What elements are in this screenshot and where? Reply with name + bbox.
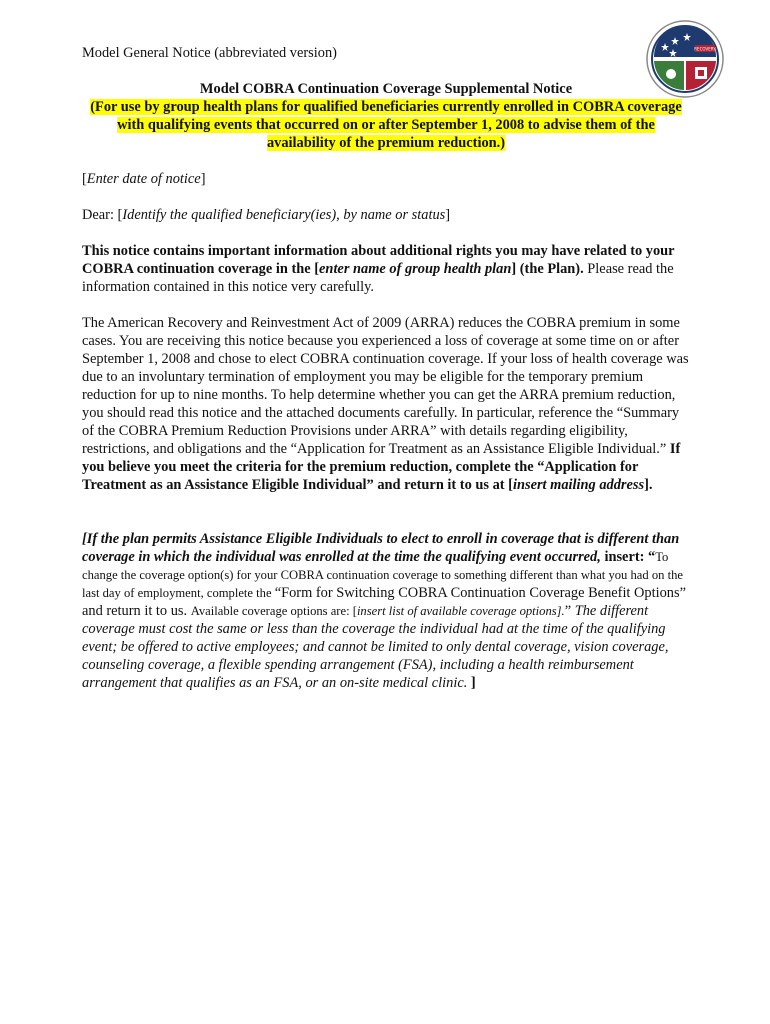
document-header-label: Model General Notice (abbreviated version) <box>82 45 337 61</box>
notice-title: Model COBRA Continuation Coverage Supplemental Notice <box>199 81 573 97</box>
document-page <box>82 44 690 692</box>
important-information-paragraph: This notice contains important information about additional rights you may have related to your COBRA continuation coverage in the [enter name of group health plan] (the Plan). Please read the information contained in this notice very carefully. <box>82 243 675 295</box>
coverage-options-placeholder: insert list of available coverage options]. <box>356 604 565 618</box>
date-placeholder: Enter date of notice <box>86 171 201 187</box>
coverage-switch-paragraph: [If the plan permits Assistance Eligible Individuals to elect to enroll in coverage that is different than coverage in which the individual was enrolled at the time the qualifying event occurred, insert: “To change the coverage option(s) for your COBRA continuation coverage to something different than what you had on the last day of employment, complete the “Form for Switching COBRA Continuation Coverage Benefit Options” and return it to us. Available coverage options are: [insert list of available coverage options].” The different coverage must cost the same or less than the coverage the individual had at the time of the qualifying event; be offered to active employees; and cannot be limited to only dental coverage, vision coverage, counseling coverage, a flexible spending arrangement (FSA), including a health reimbursement arrangement that qualifies as an FSA, or an on-site medical clinic. ] <box>82 531 686 691</box>
salutation: Dear: [Identify the qualified beneficiary(ies), by name or status] <box>82 207 451 223</box>
beneficiary-placeholder: Identify the qualified beneficiary(ies), by name or status <box>122 207 446 223</box>
arra-premium-paragraph: The American Recovery and Reinvestment Act of 2009 (ARRA) reduces the COBRA premium in some cases. You are receiving this notice because you experienced a loss of coverage at some time on or after September 1, 2008 and chose to elect COBRA continuation coverage. If your loss of health coverage was due to an involuntary termination of employment you may be eligible for the temporary premium reduction for up to nine months. To help determine whether you can get the ARRA premium reduction, you should read this notice and the attached documents carefully. In particular, reference the “Summary of the COBRA Premium Reduction Provisions under ARRA” with details regarding eligibility, restrictions, and obligations and the “Application for Treatment as an Assistance Eligible Individual.” If you believe you meet the criteria for the premium reduction, complete the “Application for Treatment as an Assistance Eligible Individual” and return it to us at [insert mailing address]. <box>82 315 689 493</box>
svg-text:RECOVERY: RECOVERY <box>694 46 716 52</box>
notice-subtitle <box>82 98 690 152</box>
mailing-address-placeholder: insert mailing address <box>512 477 645 493</box>
notice-usage-highlight: (For use by group health plans for qualified beneficiaries currently enrolled in COBRA coverage with qualifying events that occurred on or after September 1, 2008 to advise them of the availability of the premium reduction.) <box>90 99 682 151</box>
date-of-notice-line: [Enter date of notice] <box>82 171 206 187</box>
plan-name-placeholder: enter name of group health plan <box>319 261 512 277</box>
